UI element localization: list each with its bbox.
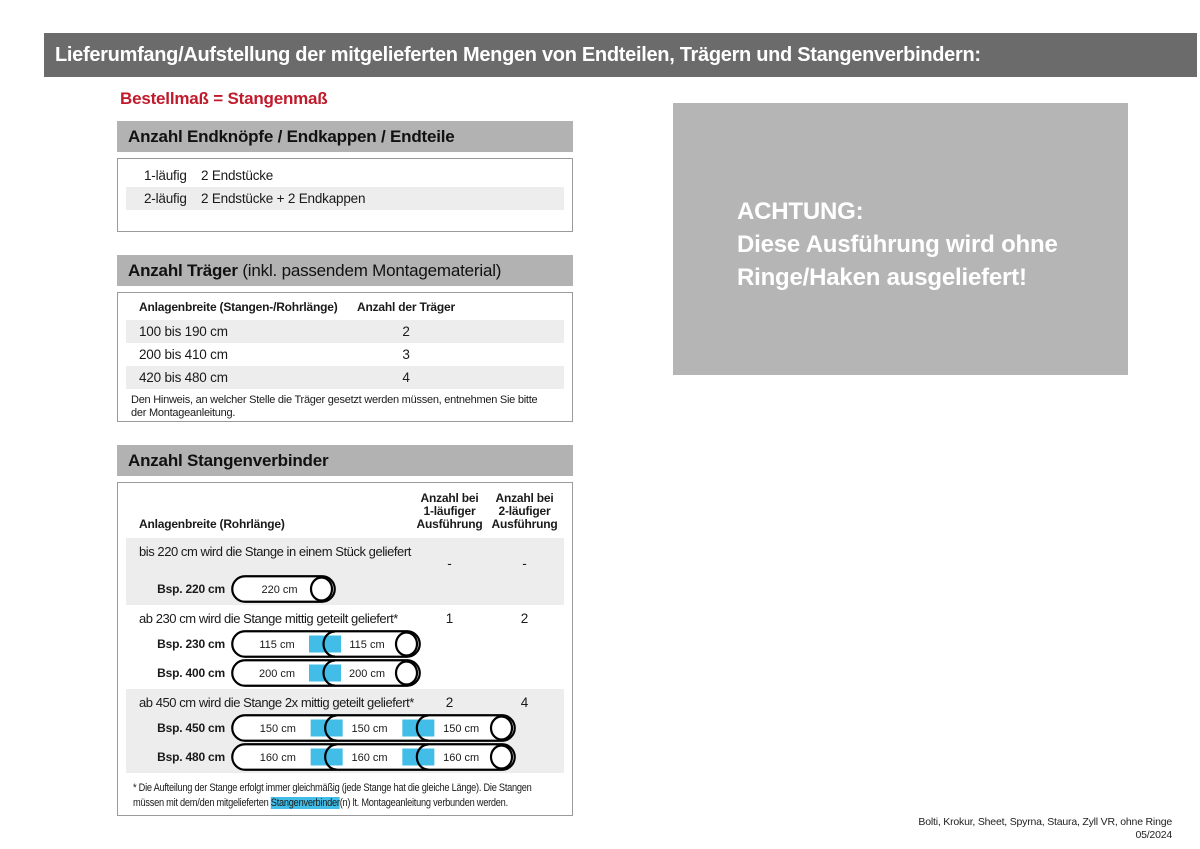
row-value: 3	[402, 347, 410, 362]
table-traeger	[117, 292, 573, 422]
column-header-line: 2-läufiger	[498, 504, 551, 518]
example-label: Bsp. 450 cm	[157, 720, 225, 735]
svg-text:115 cm: 115 cm	[259, 638, 295, 651]
group-desc-row	[126, 609, 564, 629]
rod-group-bis-220	[126, 538, 564, 605]
group-description: ab 230 cm wird die Stange mittig geteilt geliefert*	[139, 611, 398, 626]
section-header-traeger	[117, 255, 573, 286]
footer-products: Bolti, Krokur, Sheet, Spyrna, Staura, Zyll VR, ohne Ringe	[918, 816, 1172, 828]
section-header-endteile: Anzahl Endknöpfe / Endkappen / Endteile	[117, 121, 573, 152]
rod-row	[126, 742, 564, 771]
rod-row	[126, 574, 564, 603]
group-desc-row	[126, 542, 564, 574]
count-1-laeufig: -	[447, 556, 452, 571]
column-header-2-laeufig	[487, 492, 562, 531]
svg-text:150 cm: 150 cm	[443, 722, 480, 735]
table-header-row	[126, 483, 564, 538]
svg-text:160 cm: 160 cm	[443, 751, 480, 764]
svg-text:150 cm: 150 cm	[259, 722, 296, 735]
table-endteile	[117, 158, 573, 232]
table-row	[126, 343, 564, 366]
count-1-laeufig: 1	[445, 611, 454, 626]
column-header-line: Ausführung	[491, 517, 558, 531]
svg-text:200 cm: 200 cm	[258, 667, 296, 680]
note-line: der Montageanleitung.	[131, 407, 236, 419]
row-label: 100 bis 190 cm	[139, 324, 228, 339]
group-description: ab 450 cm wird die Stange 2x mittig geteilt geliefert*	[139, 695, 414, 710]
svg-text:220 cm: 220 cm	[261, 583, 298, 596]
page-footer	[918, 816, 1172, 842]
table-row	[126, 164, 564, 187]
table-row	[126, 187, 564, 210]
note-line: Den Hinweis, an welcher Stelle die Träger gesetzt werden müssen, entnehmen Sie bitte	[131, 394, 538, 406]
order-size-note: Bestellmaß = Stangenmaß	[120, 89, 328, 108]
section-header-normal: (inkl. passendem Montagematerial)	[237, 261, 502, 280]
example-label: Bsp. 230 cm	[157, 636, 225, 651]
page-title: Lieferumfang/Aufstellung der mitgelieferten Mengen von Endteilen, Trägern und Stangenverbindern:	[44, 33, 1197, 77]
svg-text:115 cm: 115 cm	[349, 638, 385, 651]
rod-diagram	[231, 575, 336, 603]
svg-text:150 cm: 150 cm	[351, 722, 388, 735]
table-row	[126, 320, 564, 343]
column-header-1-laeufig	[412, 492, 487, 531]
count-2-laeufig: -	[522, 556, 527, 571]
footnote-highlight: Stangenverbinder	[270, 797, 340, 809]
rod-diagram	[231, 714, 516, 742]
footnote-line	[133, 796, 508, 811]
notice-line: Ringe/Haken ausgeliefert!	[737, 264, 1027, 291]
rod-diagram	[231, 659, 421, 687]
column-header-rohrlaenge: Anlagenbreite (Rohrlänge)	[139, 517, 285, 531]
rod-row	[126, 658, 564, 687]
rod-diagram	[231, 743, 516, 771]
column-header-anlagenbreite: Anlagenbreite (Stangen-/Rohrlänge)	[139, 300, 338, 314]
count-2-laeufig: 4	[520, 695, 529, 710]
row-label: 420 bis 480 cm	[139, 370, 228, 385]
count-1-laeufig: 2	[445, 695, 454, 710]
row-label: 200 bis 410 cm	[139, 347, 228, 362]
rod-row	[126, 629, 564, 658]
row-label: 2-läufig	[144, 191, 187, 206]
group-description: bis 220 cm wird die Stange in einem Stück geliefert	[139, 544, 411, 559]
attention-notice	[673, 103, 1128, 375]
footnote-line: * Die Aufteilung der Stange erfolgt immer gleichmäßig (jede Stange hat die gleiche Länge). Die Stangen	[133, 782, 532, 794]
notice-line: Diese Ausführung wird ohne	[737, 231, 1058, 258]
row-value: 2 Endstücke	[201, 168, 274, 183]
notice-line: ACHTUNG:	[737, 198, 864, 225]
rod-group-ab-230	[126, 605, 564, 689]
row-value: 2 Endstücke + 2 Endkappen	[201, 191, 366, 206]
svg-text:160 cm: 160 cm	[259, 751, 296, 764]
example-label: Bsp. 400 cm	[157, 665, 225, 680]
group-desc-row	[126, 693, 564, 713]
mounting-note	[131, 394, 564, 420]
example-label: Bsp. 220 cm	[157, 581, 225, 596]
table-stangenverbinder	[117, 482, 573, 816]
rod-diagram	[231, 630, 421, 658]
row-label: 1-läufig	[144, 168, 187, 183]
example-label: Bsp. 480 cm	[157, 749, 225, 764]
row-value: 4	[402, 370, 410, 385]
column-header-line: Anzahl bei	[495, 491, 554, 505]
rod-row	[126, 713, 564, 742]
svg-text:200 cm: 200 cm	[348, 667, 386, 680]
column-header-line: Anzahl bei	[420, 491, 479, 505]
footer-date: 05/2024	[1135, 829, 1172, 841]
content-column	[117, 121, 573, 816]
footnote-text: müssen mit dem/den mitgelieferten	[133, 797, 271, 809]
section-header-bold: Anzahl Träger	[128, 261, 238, 280]
section-header-stangenverbinder: Anzahl Stangenverbinder	[117, 445, 573, 476]
count-2-laeufig: 2	[520, 611, 529, 626]
row-value: 2	[402, 324, 410, 339]
column-header-line: 1-läufiger	[423, 504, 476, 518]
column-header-line: Ausführung	[416, 517, 483, 531]
table-row	[126, 366, 564, 389]
rod-group-ab-450	[126, 689, 564, 773]
svg-text:160 cm: 160 cm	[351, 751, 388, 764]
footnote-text: (n) lt. Montageanleitung verbunden werden.	[339, 797, 508, 809]
footnote	[133, 781, 564, 811]
table-header-row	[126, 294, 564, 320]
column-header-anzahl-traeger: Anzahl der Träger	[357, 300, 455, 314]
